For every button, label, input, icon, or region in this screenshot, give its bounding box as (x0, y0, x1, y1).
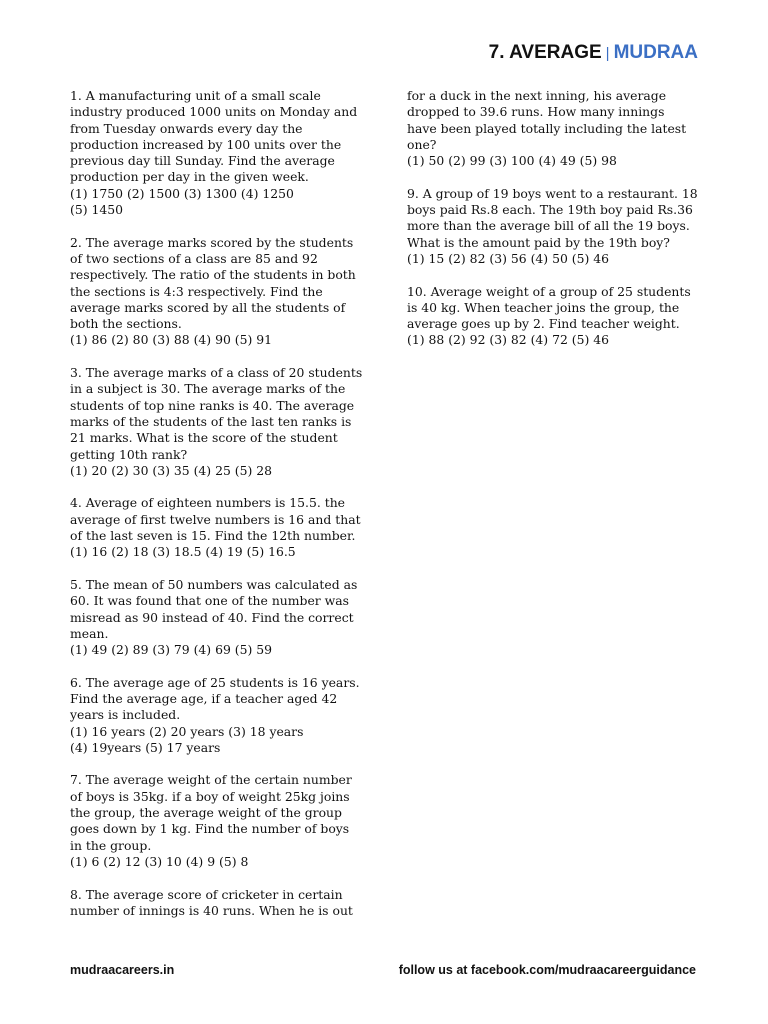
question-line: goes down by 1 kg. Find the number of boys (70, 821, 350, 837)
question-line: (1) 50 (2) 99 (3) 100 (4) 49 (5) 98 (407, 153, 617, 169)
question-line: (1) 88 (2) 92 (3) 82 (4) 72 (5) 46 (407, 332, 610, 348)
question-line: 3. The average marks of a class of 20 students (70, 365, 363, 381)
question-block (70, 495, 370, 560)
question-line: (1) 49 (2) 89 (3) 79 (4) 69 (5) 59 (70, 642, 273, 658)
page-header (489, 42, 698, 64)
question-line: production increased by 100 units over the (70, 136, 342, 152)
question-line: the group, the average weight of the group (70, 805, 342, 821)
question-line: is 40 kg. When teacher joins the group, the (407, 299, 680, 315)
question-line: marks of the students of the last ten ranks is (70, 413, 352, 429)
question-block (407, 88, 707, 169)
question-line: average goes up by 2. Find teacher weight. (407, 316, 680, 332)
question-line: respectively. The ratio of the students in both (70, 267, 356, 283)
question-line: average of first twelve numbers is 16 and that (70, 511, 361, 527)
question-line: 6. The average age of 25 students is 16 years. (70, 674, 360, 690)
question-line: students of top nine ranks is 40. The average (70, 397, 355, 413)
question-line: 21 marks. What is the score of the student (70, 430, 338, 446)
question-line: 4. Average of eighteen numbers is 15.5. the (70, 495, 346, 511)
chapter-title: 7. AVERAGE (488, 42, 602, 63)
question-line: of boys is 35kg. if a boy of weight 25kg joins (70, 788, 350, 804)
question-block (70, 577, 370, 658)
footer-social: follow us at facebook.com/mudraacareerguidance (398, 963, 696, 977)
question-line: more than the average bill of all the 19 boys. (407, 218, 690, 234)
question-line: the sections is 4:3 respectively. Find the (70, 283, 323, 299)
question-line: 8. The average score of cricketer in certain (70, 886, 343, 902)
question-line: (1) 6 (2) 12 (3) 10 (4) 9 (5) 8 (70, 853, 249, 869)
question-line: have been played totally including the latest (407, 120, 687, 136)
question-line: 1. A manufacturing unit of a small scale (70, 88, 321, 103)
question-line: in the group. (70, 837, 152, 853)
question-line: boys paid Rs.8 each. The 19th boy paid Rs.36 (407, 202, 693, 218)
question-block (70, 887, 370, 920)
question-block (70, 235, 370, 349)
question-line: industry produced 1000 units on Monday and (70, 104, 358, 120)
question-line: of the last seven is 15. Find the 12th number. (70, 528, 356, 544)
question-line: 9. A group of 19 boys went to a restaurant. 18 (407, 185, 698, 201)
question-line: getting 10th rank? (70, 446, 188, 462)
question-line: previous day till Sunday. Find the average (70, 153, 335, 169)
question-line: of two sections of a class are 85 and 92 (70, 250, 318, 266)
question-line: misread as 90 instead of 40. Find the correct (70, 609, 354, 625)
question-line: 5. The mean of 50 numbers was calculated as (70, 576, 358, 592)
question-block (70, 365, 370, 479)
brand-name: MUDRAA (613, 42, 698, 63)
question-line: dropped to 39.6 runs. How many innings (407, 104, 665, 120)
question-line: both the sections. (70, 316, 182, 332)
question-line: 7. The average weight of the certain number (70, 772, 352, 788)
right-column (407, 88, 707, 365)
footer-website: mudraacareers.in (70, 963, 175, 977)
question-line: (1) 16 years (2) 20 years (3) 18 years (70, 723, 304, 739)
question-line: for a duck in the next inning, his average (407, 88, 667, 103)
question-block (70, 675, 370, 756)
question-line: one? (407, 136, 437, 152)
question-line: production per day in the given week. (70, 169, 309, 185)
question-block (70, 772, 370, 870)
question-line: (5) 1450 (70, 202, 124, 218)
question-line: (1) 20 (2) 30 (3) 35 (4) 25 (5) 28 (70, 462, 273, 478)
question-line: What is the amount paid by the 19th boy? (407, 234, 670, 250)
left-column (70, 88, 370, 935)
question-line: (4) 19years (5) 17 years (70, 739, 221, 755)
question-line: years is included. (70, 707, 181, 723)
header-separator: | (605, 45, 610, 62)
question-line: Find the average age, if a teacher aged 42 (70, 690, 338, 706)
question-block (70, 88, 370, 218)
question-line: in a subject is 30. The average marks of the (70, 381, 346, 397)
question-line: number of innings is 40 runs. When he is out (70, 902, 353, 918)
question-line: (1) 1750 (2) 1500 (3) 1300 (4) 1250 (70, 185, 294, 201)
question-line: (1) 16 (2) 18 (3) 18.5 (4) 19 (5) 16.5 (70, 544, 296, 560)
question-line: (1) 15 (2) 82 (3) 56 (4) 50 (5) 46 (407, 250, 610, 266)
question-line: 60. It was found that one of the number was (70, 593, 350, 609)
question-line: 2. The average marks scored by the students (70, 234, 354, 250)
question-line: mean. (70, 625, 109, 641)
question-line: (1) 86 (2) 80 (3) 88 (4) 90 (5) 91 (70, 332, 273, 348)
question-block (407, 284, 707, 349)
question-line: average marks scored by all the students of (70, 299, 346, 315)
question-block (407, 186, 707, 267)
question-line: 10. Average weight of a group of 25 students (407, 283, 691, 299)
question-line: from Tuesday onwards every day the (70, 120, 303, 136)
